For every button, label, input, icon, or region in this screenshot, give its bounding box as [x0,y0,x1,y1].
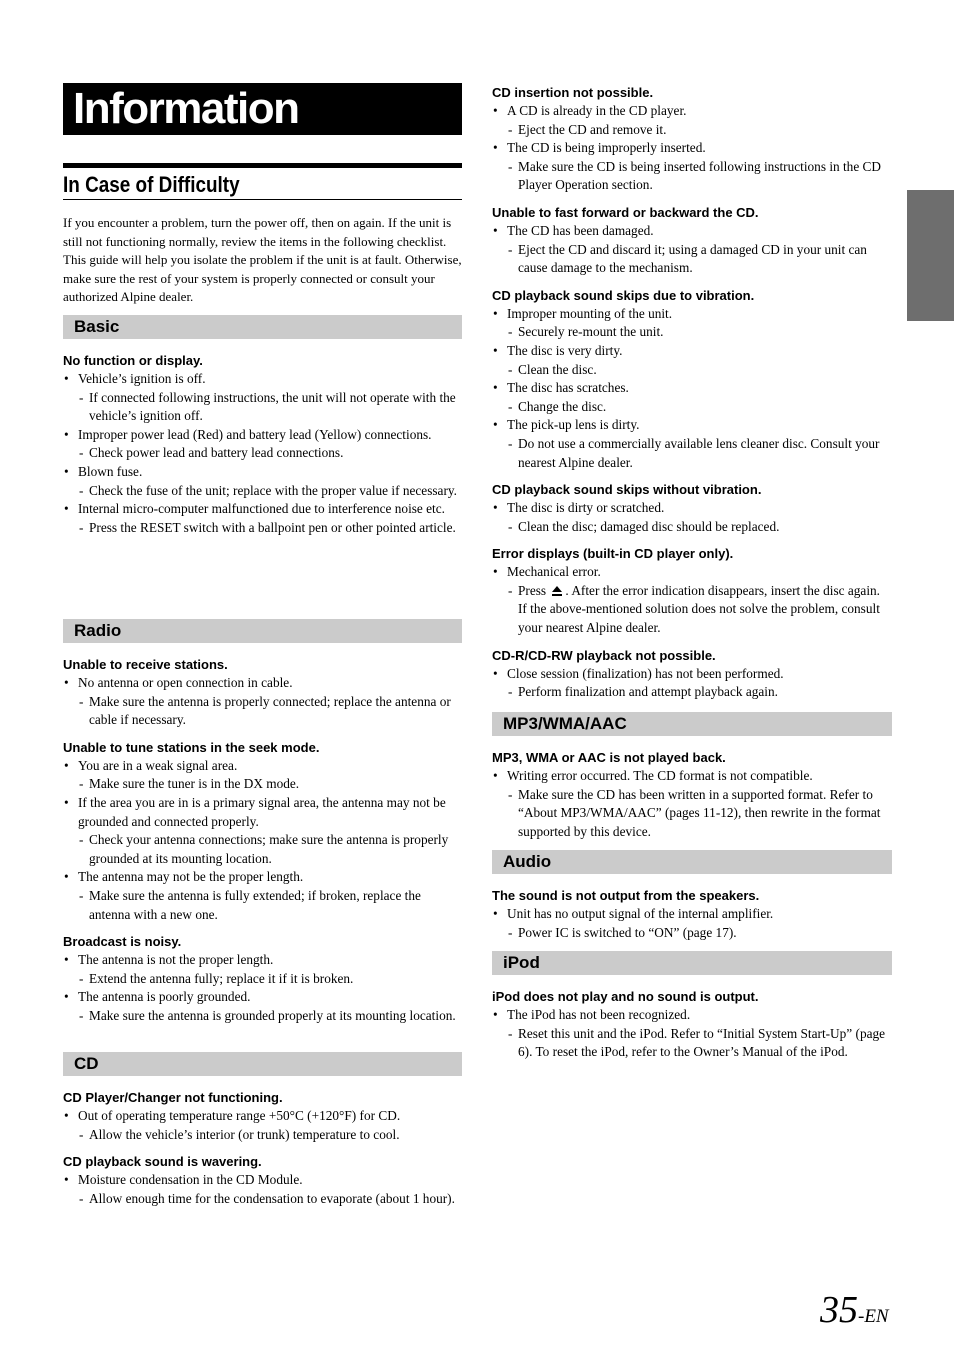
section-title: In Case of Difficulty [63,172,240,197]
problem-heading: CD playback sound skips without vibration. [492,482,762,498]
cause-item: • Improper mounting of the unit. [492,305,892,324]
cause-item: • The disc is dirty or scratched. [492,499,892,518]
remedy-item: - Clean the disc. [492,361,892,380]
category-bar-ipod [492,951,892,975]
problem-heading: MP3, WMA or AAC is not played back. [492,750,726,765]
remedy-item: - Make sure the CD is being inserted following instructions in the CD Player Operation section. [492,158,892,195]
cause-item: • You are in a weak signal area. [63,757,462,776]
category-label: MP3/WMA/AAC [503,714,627,733]
problem-heading: CD playback sound skips due to vibration. [492,287,755,303]
cause-item: • The disc is very dirty. [492,342,892,361]
remedy-item: - Change the disc. [492,398,892,417]
cause-item: • The CD is being improperly inserted. [492,139,892,158]
category-label: Basic [74,317,120,336]
cause-item: • A CD is already in the CD player. [492,102,892,121]
category-bar-audio [492,850,892,874]
remedy-item: - Eject the CD and remove it. [492,121,892,140]
cause-item: • Mechanical error. [492,563,892,582]
cause-item: • Moisture condensation in the CD Module. [63,1171,462,1190]
cause-item: • The antenna is not the proper length. [63,951,462,970]
cause-item: • The CD has been damaged. [492,222,892,241]
cause-item: • The pick-up lens is dirty. [492,416,892,435]
remedy-item: - Make sure the CD has been written in a supported format. Refer to “About MP3/WMA/AAC” (pages 11-12), then rewrite in the format supported by this device. [492,786,892,842]
remedy-item: - If connected following instructions, the unit will not operate with the vehicle’s ignition off. [63,389,462,426]
section-title-rule [63,163,462,200]
remedy-item: - Power IC is switched to “ON” (page 17). [492,924,892,943]
problem-heading: Unable to fast forward or backward the CD. [492,204,759,220]
remedy-item: - Do not use a commercially available lens cleaner disc. Consult your nearest Alpine dealer. [492,435,892,472]
cause-item: • No antenna or open connection in cable. [63,674,462,693]
remedy-item: - Allow the vehicle’s interior (or trunk) temperature to cool. [63,1126,462,1145]
intro-paragraph: If you encounter a problem, turn the power off, then on again. If the unit is still not functioning normally, review the items in the following checklist. This guide will help you isolate the problem if the unit is at fault. Otherwise, make sure the rest of your system is properly connected or consult your authorized Alpine dealer. [63,215,462,305]
cause-item: • Improper power lead (Red) and battery lead (Yellow) connections. [63,426,462,445]
category-label: iPod [503,953,540,972]
category-bar-radio [63,619,462,643]
cause-item: • The disc has scratches. [492,379,892,398]
cause-item: • Writing error occurred. The CD format is not compatible. [492,767,892,786]
remedy-item: - Make sure the antenna is fully extended; if broken, replace the antenna with a new one. [63,887,462,924]
cause-item: • The iPod has not been recognized. [492,1006,892,1025]
remedy-text-post: . After the error indication disappears, insert the disc again. If the above-mentioned solution does not solve the problem, consult your nearest Alpine dealer. [518,582,880,636]
remedy-item: - Clean the disc; damaged disc should be replaced. [492,518,892,537]
page-number [820,1288,889,1339]
problem-heading: CD Player/Changer not functioning. [63,1090,283,1105]
cause-item: • The antenna may not be the proper length. [63,868,462,887]
problem-heading: CD-R/CD-RW playback not possible. [492,647,716,663]
category-label: Audio [503,852,552,871]
cause-item: • Unit has no output signal of the internal amplifier. [492,905,892,924]
problem-heading: CD playback sound is wavering. [63,1154,262,1170]
remedy-item: - Press the RESET switch with a ballpoint pen or other pointed article. [63,519,462,538]
remedy-item: - Securely re-mount the unit. [492,323,892,342]
remedy-item: - Eject the CD and discard it; using a damaged CD in your unit can cause damage to the mechanism. [492,241,892,278]
cause-item: • Close session (finalization) has not been performed. [492,665,892,684]
cause-item: • Vehicle’s ignition is off. [63,370,462,389]
category-label: Radio [74,621,122,640]
category-bar-basic [63,315,462,339]
cause-item: • The antenna is poorly grounded. [63,988,462,1007]
page-number-suffix: -EN [858,1306,889,1327]
chapter-title: Information [63,83,462,135]
remedy-item: - Extend the antenna fully; replace it if it is broken. [63,970,462,989]
remedy-item: - Check your antenna connections; make sure the antenna is properly grounded at its mounting location. [63,831,462,868]
remedy-item: - Perform finalization and attempt playback again. [492,683,892,702]
problem-heading: No function or display. [63,353,203,368]
remedy-item: - Check power lead and battery lead connections. [63,444,462,463]
cause-item: • If the area you are in is a primary signal area, the antenna may not be grounded and connected properly. [63,794,462,831]
remedy-item: - Make sure the antenna is properly connected; replace the antenna or cable if necessary. [63,693,462,730]
cause-item: • Out of operating temperature range +50°C (+120°F) for CD. [63,1107,462,1126]
remedy-item: - Check the fuse of the unit; replace with the proper value if necessary. [63,482,462,501]
remedy-text-pre: Press [518,582,547,598]
problem-heading: Unable to receive stations. [63,657,228,672]
problem-heading: Error displays (built-in CD player only). [492,546,734,562]
language-side-tab [907,190,954,321]
category-bar-mp3 [492,712,892,736]
cause-item: • Internal micro-computer malfunctioned due to interference noise etc. [63,500,462,519]
problem-heading: iPod does not play and no sound is output. [492,989,759,1004]
remedy-item: - Reset this unit and the iPod. Refer to “Initial System Start-Up” (page 6). To reset the iPod, refer to the Owner’s Manual of the iPod. [492,1025,892,1062]
category-label: CD [74,1054,99,1073]
page-number-value: 35 [820,1289,858,1331]
category-bar-cd [63,1052,462,1076]
remedy-item: - Make sure the tuner is in the DX mode. [63,775,462,794]
problem-heading: CD insertion not possible. [492,85,654,100]
problem-heading: Unable to tune stations in the seek mode. [63,739,320,755]
cause-item: • Blown fuse. [63,463,462,482]
remedy-item: - Allow enough time for the condensation to evaporate (about 1 hour). [63,1190,462,1209]
remedy-item [492,582,892,638]
remedy-item: - Make sure the antenna is grounded properly at its mounting location. [63,1007,462,1026]
problem-heading: Broadcast is noisy. [63,934,182,950]
eject-icon [551,585,563,597]
problem-heading: The sound is not output from the speakers. [492,888,760,903]
